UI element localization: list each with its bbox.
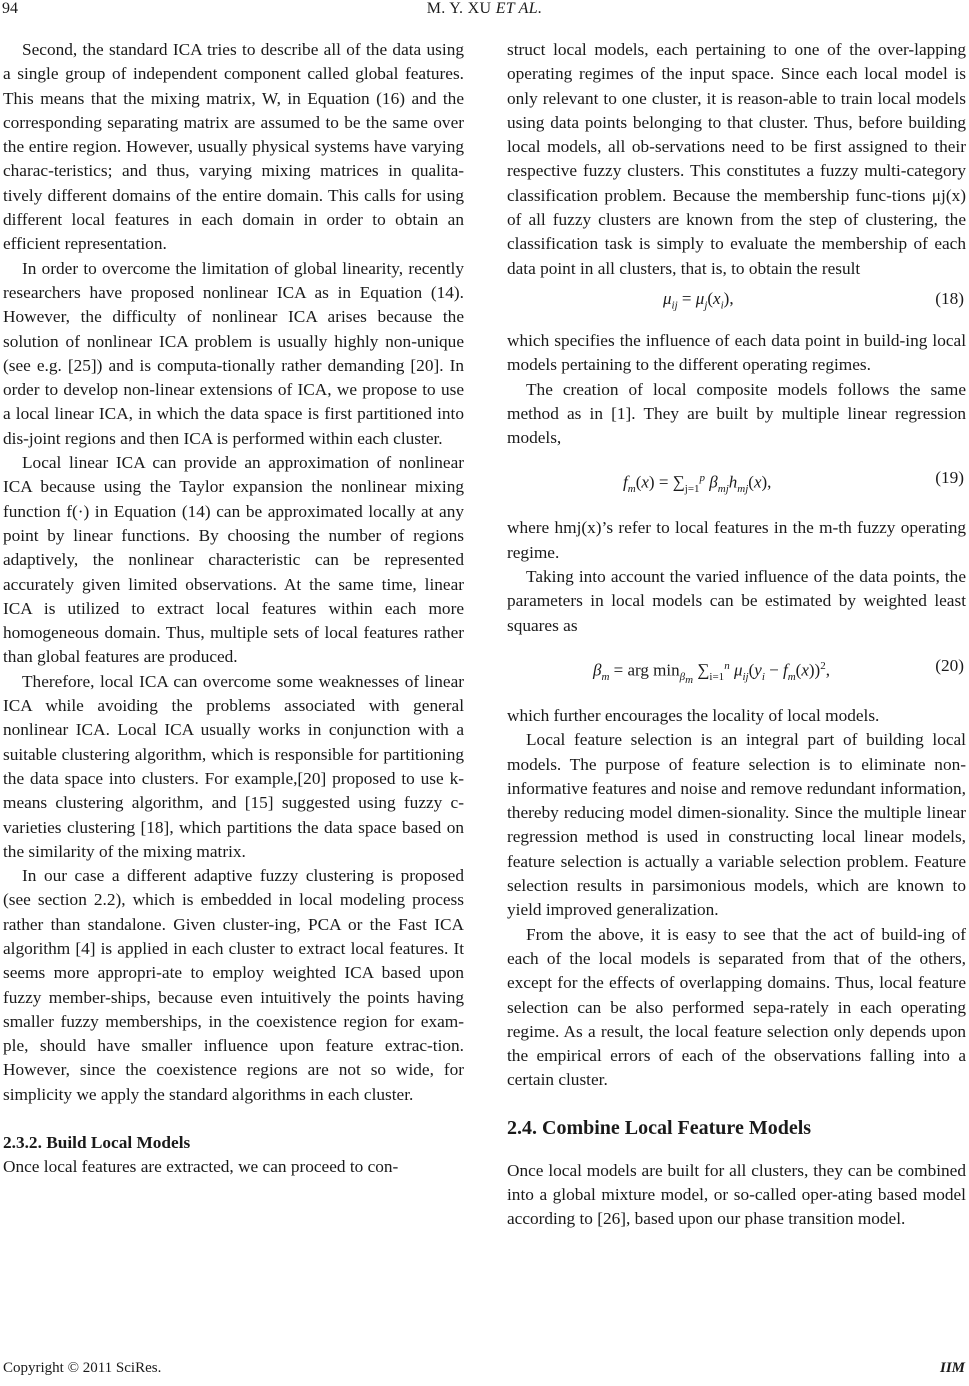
paragraph: Second, the standard ICA tries to describe all of the data using a single group of independent component called global features. This means that the mixing matrix, W, in Equation (16) and the corresponding separating matrix are assumed to be the same over the entire region. However, usually physical systems have varying charac-teristics; and thus, varying mixing matrices in qualita-tively different domains of the entire domain. This calls for using different local features in each domain in order to obtain an efficient representation. [3, 40, 464, 254]
journal-abbrev: IIM [939, 1360, 965, 1376]
right-column [507, 38, 966, 1232]
equation-18-body: $\mu_{ij} = \mu_j(x_i)$, [663, 288, 734, 312]
equation-19-body: $f_m(x) = \sum_{j=1}^p$ $\beta_{mj}h_{mj}(x)$, [623, 472, 772, 496]
subsection-title: 2.3.2. Build Local Models [3, 1133, 191, 1153]
paragraph: From the above, it is easy to see that the act of build-ing of each of the local models is separated from that of the others, except for the effects of overlapping domains. Thus, local feature selection can be also performed sepa-rately in each operating regime. As a result, the local feature selection only depends upon the empirical errors of each of the observations falling into a certain cluster. [507, 924, 966, 1090]
running-head [0, 0, 969, 18]
paragraph: Once local models are built for all clusters, they can be combined into a global mixture model, or so-called oper-ating based model according to [26], based upon our phase transition model. [507, 1160, 966, 1229]
running-head-authors: M. Y. XU [426, 0, 492, 17]
page-header [0, 0, 969, 30]
section-title: 2.4. Combine Local Feature Models [507, 1116, 812, 1139]
paragraph: Local feature selection is an integral part of building local models. The purpose of feature selection is to eliminate non-informative features and noise and remove redundant information, thereby reducing model dimen-sionality. Since the multiple linear regression method is used in constructing local linear models, feature selection is actually a variable selection problem. Feature selection results in parsimonious models, which are known to yield improved generalization. [507, 730, 966, 920]
copyright-text: Copyright © 2011 SciRes. [3, 1360, 162, 1376]
equation-19 [507, 452, 966, 508]
paragraph: In our case a different adaptive fuzzy clustering is proposed (see section 2.2), which is embedded in local modeling process rather than standalone. Given cluster-ing, PCA or the Fast ICA algorithm [4] is applied in each cluster to extract local features. It seems more appropri-ate to employ weighted ICA based upon fuzzy member-ships, because even intuitively the points having smaller fuzzy memberships, in the coexistence region for exam-ple, should have smaller influence upon feature extrac-tion. However, since the coexistence regions are not so wide, for simplicity we apply the standard algorithms in each cluster. [3, 866, 464, 1104]
paragraph: struct local models, each pertaining to one of the over-lapping operating regimes of the input space. Since each local model is only relevant to one cluster, it is reason-able to train local models using data points belonging to that cluster. Thus, before building local models, all ob-servations need to be first assigned to their respective fuzzy clusters. This constitutes a fuzzy multi-category classification problem. Because the membership func-tions μj(x) of all fuzzy clusters are known from the step of clustering, the classification task is simply to evaluate the membership of each data point in all clusters, that is, to obtain the result [507, 40, 966, 278]
paragraph: Once local features are extracted, we can proceed to con- [3, 1157, 399, 1177]
paragraph: where hmj(x)’s refer to local features in the m-th fuzzy operating regime. [507, 518, 966, 562]
paragraph: Taking into account the varied influence of the data points, the parameters in local models can be estimated by weighted least squares as [507, 567, 966, 635]
paragraph: which specifies the influence of each data point in build-ing local models pertaining to the different operating regimes. [507, 330, 966, 375]
paragraph: Therefore, local ICA can overcome some weaknesses of linear ICA while avoiding the problems associated with general nonlinear ICA. Local ICA usually works in conjunction with a suitable clustering algorithm, which is responsible for partitioning the data space into clusters. For example,[20] proposed to use k-means clustering algorithm, and [15] suggested using fuzzy c-varieties clustering [18], which partitions the data space based on the similarity of the mixing matrix. [3, 671, 464, 861]
equation-20 [507, 640, 966, 696]
paragraph: Local linear ICA can provide an approximation of nonlinear ICA because using the Taylor expansion the nonlinear mixing function f(·) in Equation (14) can be approximated locally at any point by linear functions. By choosing the number of regions adaptively, the nonlinear characteristic can be represented accurately given limited observations. At the same time, linear ICA is utilized to extract local features within each more homogeneous domain. Thus, multiple sets of local features rather than global features are produced. [3, 453, 464, 667]
running-head-etal: ET AL. [495, 0, 543, 17]
equation-number: (18) [935, 288, 964, 308]
equation-18 [507, 283, 966, 321]
page-number: 94 [2, 0, 18, 17]
paragraph: which further encourages the locality of local models. [507, 705, 880, 725]
paragraph: In order to overcome the limitation of global linearity, recently researchers have proposed nonlinear ICA as in Equation (14). However, the difficulty of nonlinear ICA arises because the solution of nonlinear ICA problem is usually highly non-unique (see e.g. [25]) and is computa-tionally rather demanding [20]. In order to develop non-linear extensions of ICA, we propose to use a local linear ICA, in which the data space is first partitioned into dis-joint regions and then ICA is performed within each cluster. [3, 258, 464, 448]
equation-number: (20) [935, 655, 964, 675]
equation-20-body: $\beta_m$ = arg $\min_{\beta_m} \sum_{i=1}^n$ $\mu_{ij}(y_i - f_m(x))^2$, [593, 659, 830, 687]
equation-number: (19) [935, 468, 964, 488]
left-column [3, 38, 464, 1180]
paragraph: The creation of local composite models follows the same method as in [1]. They are built by multiple linear regression models, [507, 379, 966, 448]
